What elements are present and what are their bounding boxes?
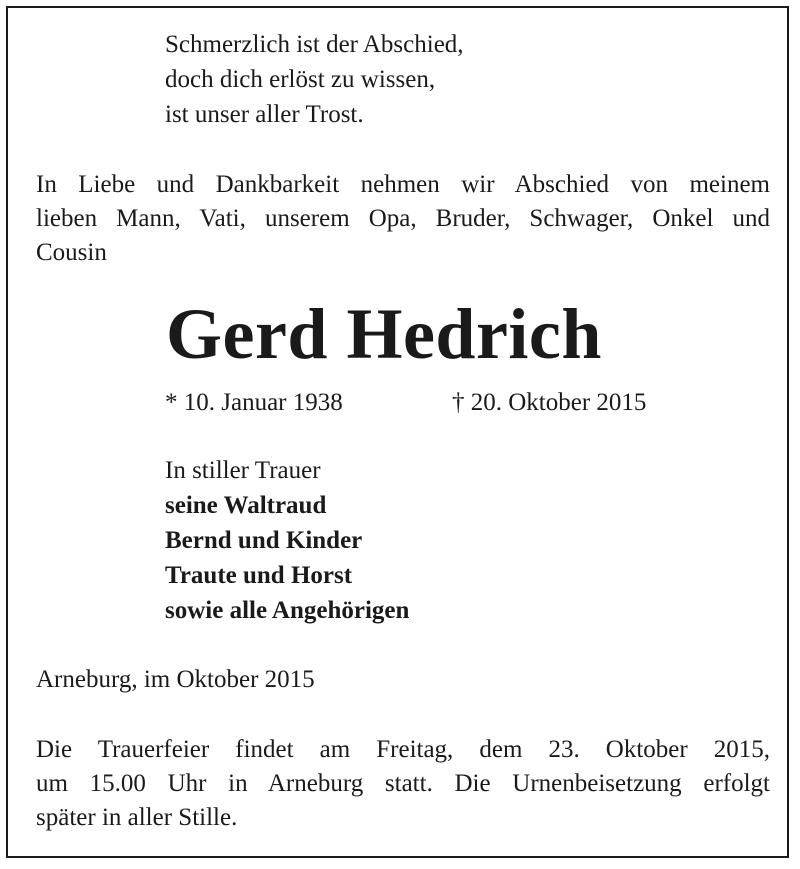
deceased-name: Gerd Hedrich bbox=[166, 294, 602, 374]
mourner-2: Bernd und Kinder bbox=[165, 527, 363, 554]
motto-line-2: doch dich erlöst zu wissen, bbox=[165, 66, 436, 93]
intro-line-1: In Liebe und Dankbarkeit nehmen wir Abschied von meinem bbox=[36, 171, 770, 198]
intro-line-3: Cousin bbox=[36, 239, 107, 266]
motto-line-1: Schmerzlich ist der Abschied, bbox=[165, 31, 464, 58]
ceremony-line-2: um 15.00 Uhr in Arneburg statt. Die Urnenbeisetzung erfolgt bbox=[36, 770, 770, 797]
birth-date: * 10. Januar 1938 bbox=[165, 389, 343, 416]
notice-border bbox=[6, 6, 789, 858]
intro-line-2: lieben Mann, Vati, unserem Opa, Bruder, Schwager, Onkel und bbox=[36, 205, 770, 232]
death-date: † 20. Oktober 2015 bbox=[452, 389, 647, 416]
mourner-4: sowie alle Angehörigen bbox=[165, 597, 410, 624]
mourning-heading: In stiller Trauer bbox=[165, 457, 321, 484]
place-date: Arneburg, im Oktober 2015 bbox=[36, 666, 315, 693]
mourner-3: Traute und Horst bbox=[165, 562, 353, 589]
mourner-1: seine Waltraud bbox=[165, 492, 327, 519]
ceremony-line-3: später in aller Stille. bbox=[36, 804, 238, 831]
ceremony-line-1: Die Trauerfeier findet am Freitag, dem 23. Oktober 2015, bbox=[36, 736, 770, 763]
motto-line-3: ist unser aller Trost. bbox=[165, 101, 364, 128]
